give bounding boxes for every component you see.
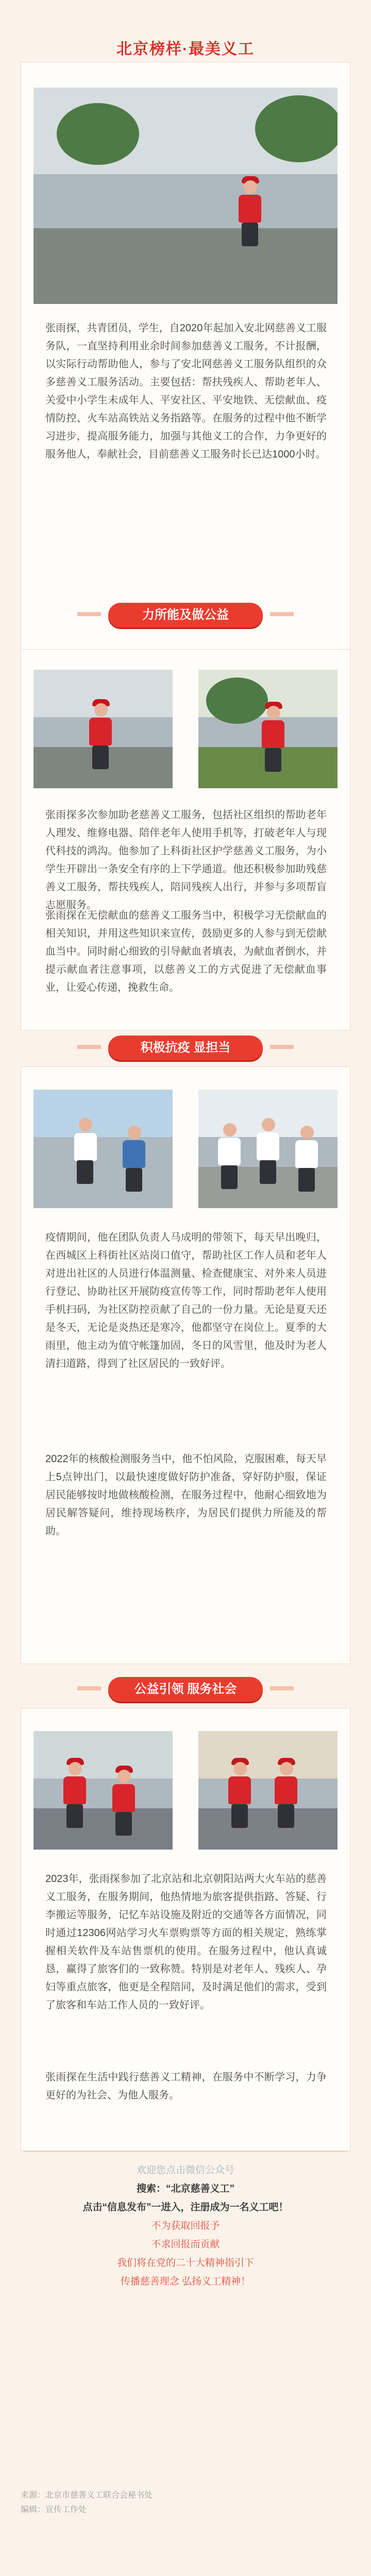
section-1-photo-right xyxy=(198,670,338,788)
section-2-paragraph-b: 2022年的核酸检测服务当中，他不怕风险，克服困难，每天早上5点钟出门，以最快速度做好防护准备，穿好防护服，保证居民能够按时地做核酸检测，在服务过程中，他耐心细致地为居民解答疑问，维持现场秩序，为居民们提供力所能及的帮助。 xyxy=(45,1453,327,1537)
section-3-photo-left xyxy=(33,1731,173,1850)
section-2-photo-left xyxy=(33,1090,173,1208)
promo-line-7: 传播慈善理念 弘扬义工精神！ xyxy=(120,2276,251,2287)
section-3-paragraph-b: 张雨探在生活中践行慈善义工精神，在服务中不断学习，力争更好的为社会、为他人服务。 xyxy=(45,2072,327,2101)
divider-line xyxy=(23,2151,348,2152)
page-title: 北京榜样·最美义工 xyxy=(116,41,255,58)
section-1-paragraph-b: 张雨探在无偿献血的慈善义工服务当中，积极学习无偿献血的相关知识，并用这些知识来宣传，鼓励更多的人参与到无偿献血当中。同时耐心细致的引导献血者填表，为献血者倒水，并提示献血者注意事项，以慈善义工的方式促进了无偿献血事业，让爱心传递，挽救生命。 xyxy=(45,910,327,993)
intro-paragraph: 张雨探，共青团员，学生，自2020年起加入安北网慈善义工服务队，一直坚持利用业余时间参加慈善义工服务，不计报酬，以实际行动帮助他人，参与了安北网慈善义工服务队组织的众多慈善义工服务活动。主要包括：帮扶残疾人、帮助老年人、关爱中小学生未成年人、平安社区、平安地铁、无偿献血、疫情防控、火车站高铁站义务指路等。在服务的过程中他不断学习进步，提高服务能力，加强与其他义工的合作，力争更好的服务他人，奉献社会，目前慈善义工服务时长已达1000小时。 xyxy=(45,323,327,460)
section-2-banner: 积极抗疫 显担当 xyxy=(108,1036,263,1060)
section-3-photo-right xyxy=(198,1731,338,1850)
promo-line-6: 我们将在党的二十大精神指引下 xyxy=(116,2258,254,2268)
section-3-banner: 公益引领 服务社会 xyxy=(108,1677,263,1702)
promo-line-4: 不为获取回报予 xyxy=(151,2221,220,2231)
intro-photo xyxy=(33,88,338,304)
section-2-paragraph-a: 疫情期间，他在团队负责人马成明的带领下，每天早出晚归，在西城区上科街社区站岗口值守，帮助社区工作人员和老年人对进出社区的人员进行体温测量、检查健康宝、对外来人员进行登记、协助社区开展防疫宣传等工作，同时帮助老年人使用手机扫码，为社区防控贡献了自己的一份力量。无论是夏天还是冬天，无论是炎热还是寒冷，他都坚守在岗位上。夏季的大雨里，他主动为值守帐篷加固，冬日的风雪里，他及时为老人清扫道路，得到了社区居民的一致好评。 xyxy=(45,1232,327,1369)
promo-line-2: 搜索：“北京慈善义工” xyxy=(136,2183,234,2194)
promo-line-1: 欢迎您点击微信公众号 xyxy=(136,2165,234,2176)
promo-line-3: 点击“信息发布”一进入，注册成为一名义工吧！ xyxy=(82,2202,289,2213)
promo-line-5: 不求回报而贡献 xyxy=(151,2239,220,2250)
editor-text: 编辑：宣传工作处 xyxy=(21,2505,87,2514)
section-1-paragraph-a: 张雨探多次参加助老慈善义工服务，包括社区组织的帮助老年人理发、维修电器、陪伴老年人使用手机等，打破老年人与现代科技的鸿沟。他参加了上科街社区护学慈善义工服务，为小学生开辟出一条安全有序的上下学通道。他还积极参加助残慈善义工服务，帮扶残疾人，陪同残疾人出行，并参与多项帮盲志愿服务。 xyxy=(45,809,327,911)
section-1-photo-left xyxy=(33,670,173,788)
section-2-photo-right xyxy=(198,1090,338,1208)
promo-block xyxy=(0,2161,371,2291)
section-1-banner: 力所能及做公益 xyxy=(108,603,263,628)
section-3-paragraph-a: 2023年，张雨探参加了北京站和北京朝阳站两大火车站的慈善义工服务，在服务期间，他热情地为旅客提供指路、答疑、行李搬运等服务，记忆车站设施及附近的交通等各方面情况，同时通过12306网站学习火车票购票等方面的相关规定，熟练掌握相关软件及车站售票机的使用。在服务过程中，他认真诚恳，赢得了旅客们的一致称赞。特别是对老年人、残疾人、孕妇等重点旅客，他更是全程陪同，及时满足他们的需求，受到了旅客和车站工作人员的一致好评。 xyxy=(45,1873,327,2011)
source-text: 来源：北京市慈善义工联合会秘书处 xyxy=(21,2491,153,2500)
